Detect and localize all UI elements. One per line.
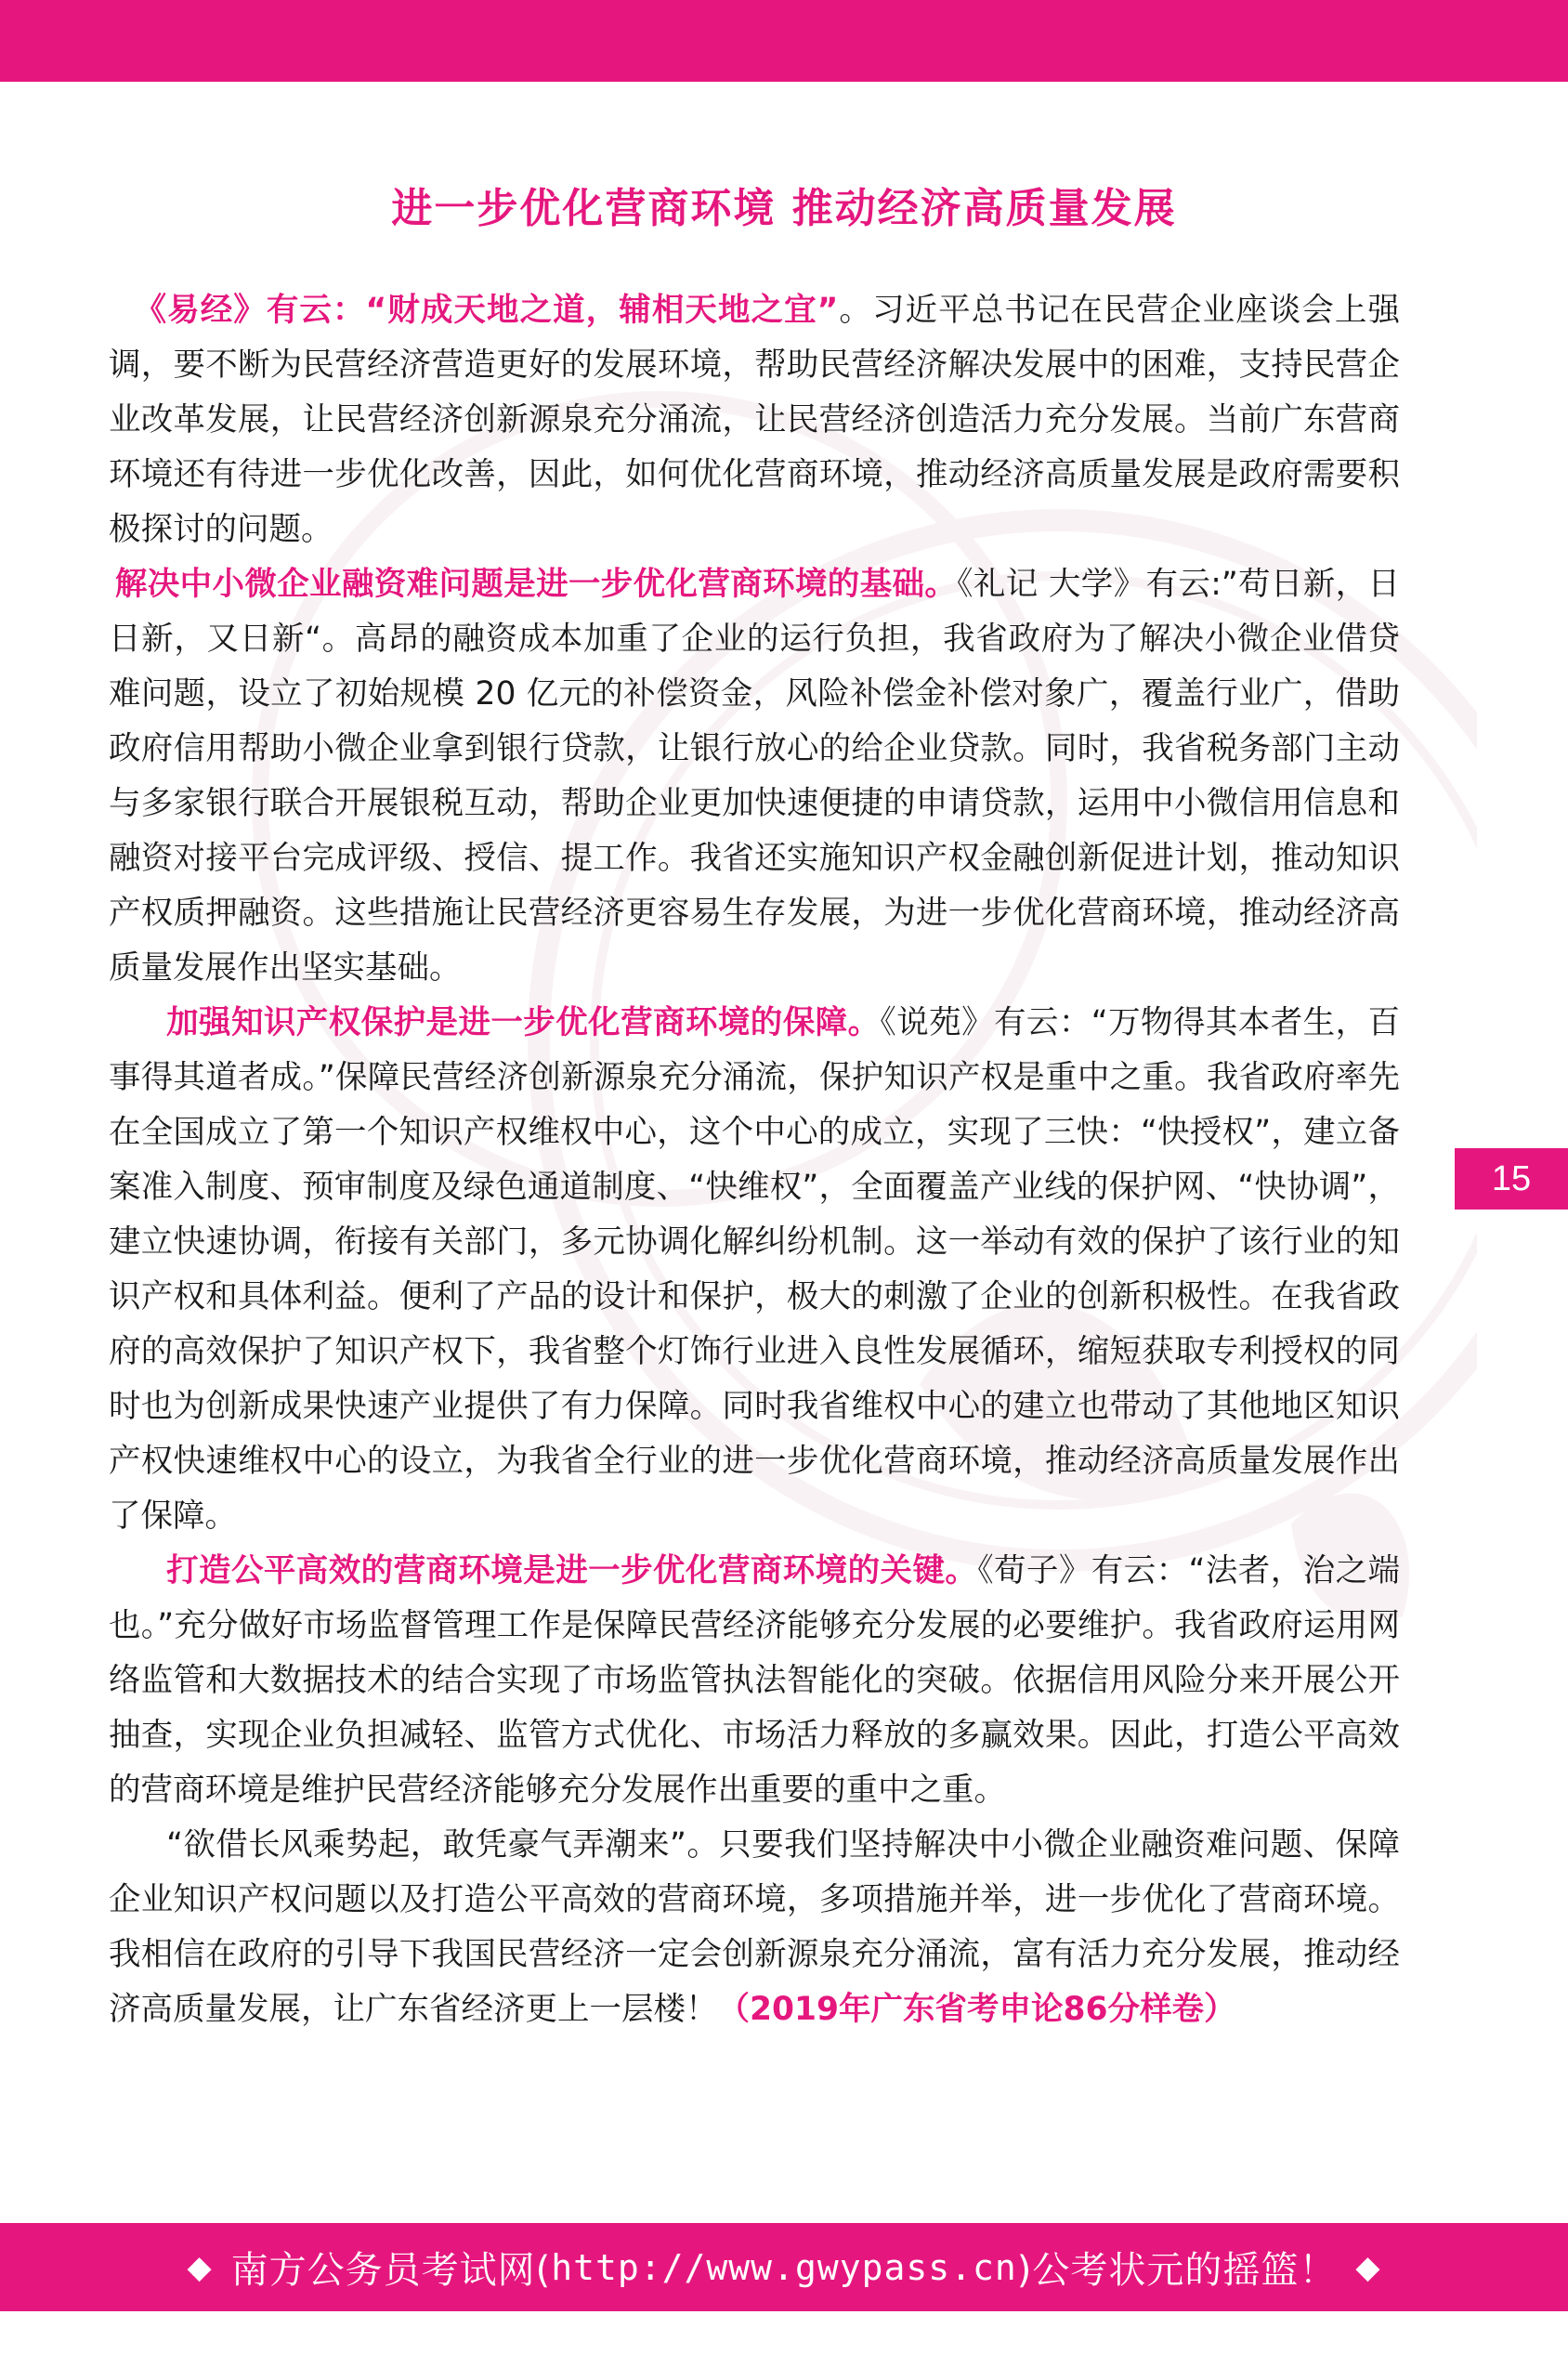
paragraph-text: 。习近平总书记在民营企业座谈会上强调，要不断为民营经济营造更好的发展环境，帮助民营经济解决发展中的困难，支持民营企业改革发展，让民营经济创新源泉充分涌流，让民营经济创造活力充分发展。当前广东营商环境还有待进一步优化改善，因此，如何优化营商环境，推动经济高质量发展是政府需要积极探讨的问题。: [109, 292, 1400, 548]
paragraph-text: 《说苑》有云：“万物得其本者生，百事得其道者成。”保障民营经济创新源泉充分涌流，保护知识产权是重中之重。我省政府率先在全国成立了第一个知识产权维权中心，这个中心的成立，实现了三快：“快授权”，建立备案准入制度、预审制度及绿色通道制度、“快维权”，全面覆盖产业线的保护网、“快协调”，建立快速协调，衔接有关部门，多元协调化解纠纷机制。这一举动有效的保护了该行业的知识产权和具体利益。便利了产品的设计和保护，极大的刺激了企业的创新积极性。在我省政府的高效保护了知识产权下，我省整个灯饰行业进入良性发展循环，缩短获取专利授权的同时也为创新成果快速产业提供了有力保障。同时我省维权中心的建立也带动了其他地区知识产权快速维权中心的设立，为我省全行业的进一步优化营商环境，推动经济高质量发展作出了保障。: [109, 1004, 1401, 1535]
article-body: [109, 283, 1400, 2037]
source-note: （2019年广东省考申论86分样卷）: [717, 1991, 1236, 2028]
paragraph-lead: 打造公平高效的营商环境是进一步优化营商环境的关键。: [166, 1552, 978, 1589]
paragraph-financing: [109, 557, 1400, 996]
paragraph-intro: [109, 283, 1400, 557]
page-number: 15: [1455, 1148, 1568, 1210]
paragraph-text: “欲借长风乘势起，敢凭豪气弄潮来”。只要我们坚持解决中小微企业融资难问题、保障企业知识产权问题以及打造公平高效的营商环境，多项措施并举，进一步优化了营商环境。我相信在政府的引导下我国民营经济一定会创新源泉充分涌流，富有活力充分发展，推动经济高质量发展，让广东省经济更上一层楼！: [109, 1826, 1400, 2028]
diamond-icon: ◆: [187, 2248, 213, 2286]
paragraph-text: 《礼记 大学》有云:”苟日新，日日新，又日新“。高昂的融资成本加重了企业的运行负担，我省政府为了解决小微企业借贷难问题，设立了初始规模 20 亿元的补偿资金，风险补偿金补偿对象广，覆盖行业广，借助政府信用帮助小微企业拿到银行贷款，让银行放心的给企业贷款。同时，我省税务部门主动与多家银行联合开展银税互动，帮助企业更加快速便捷的申请贷款，运用中小微信用信息和融资对接平台完成评级、授信、提工作。我省还实施知识产权金融创新促进计划，推动知识产权质押融资。这些措施让民营经济更容易生存发展，为进一步优化营商环境，推动经济高质量发展作出坚实基础。: [109, 566, 1400, 987]
paragraph-text: 《荀子》有云：“法者，治之端也。”充分做好市场监督管理工作是保障民营经济能够充分发展的必要维护。我省政府运用网络监管和大数据技术的结合实现了市场监管执法智能化的突破。依据信用风险分来开展公开抽查，实现企业负担减轻、监管方式优化、市场活力释放的多赢效果。因此，打造公平高效的营商环境是维护民营经济能够充分发展作出重要的重中之重。: [109, 1552, 1401, 1809]
paragraph-lead: 解决中小微企业融资难问题是进一步优化营商环境的基础。: [114, 566, 958, 603]
footer-link[interactable]: http://www.gwypass.cn: [551, 2246, 1017, 2288]
paragraph-conclusion: [109, 1818, 1400, 2037]
top-banner: [0, 0, 1568, 82]
paragraph-fair-environment: [109, 1544, 1400, 1818]
paragraph-lead: 加强知识产权保护是进一步优化营商环境的保障。: [166, 1004, 881, 1041]
paragraph-ip-protection: [109, 996, 1400, 1544]
paragraph-lead: 《易经》有云：“财成天地之道，辅相天地之宜”: [134, 292, 839, 329]
footer-text-before: 南方公务员考试网(: [230, 2249, 552, 2292]
footer-banner: [0, 2223, 1568, 2311]
diamond-icon: ◆: [1355, 2248, 1381, 2286]
footer-text-after: )公考状元的摇篮！: [1016, 2249, 1338, 2292]
page-title: 进一步优化营商环境 推动经济高质量发展: [391, 185, 1177, 232]
